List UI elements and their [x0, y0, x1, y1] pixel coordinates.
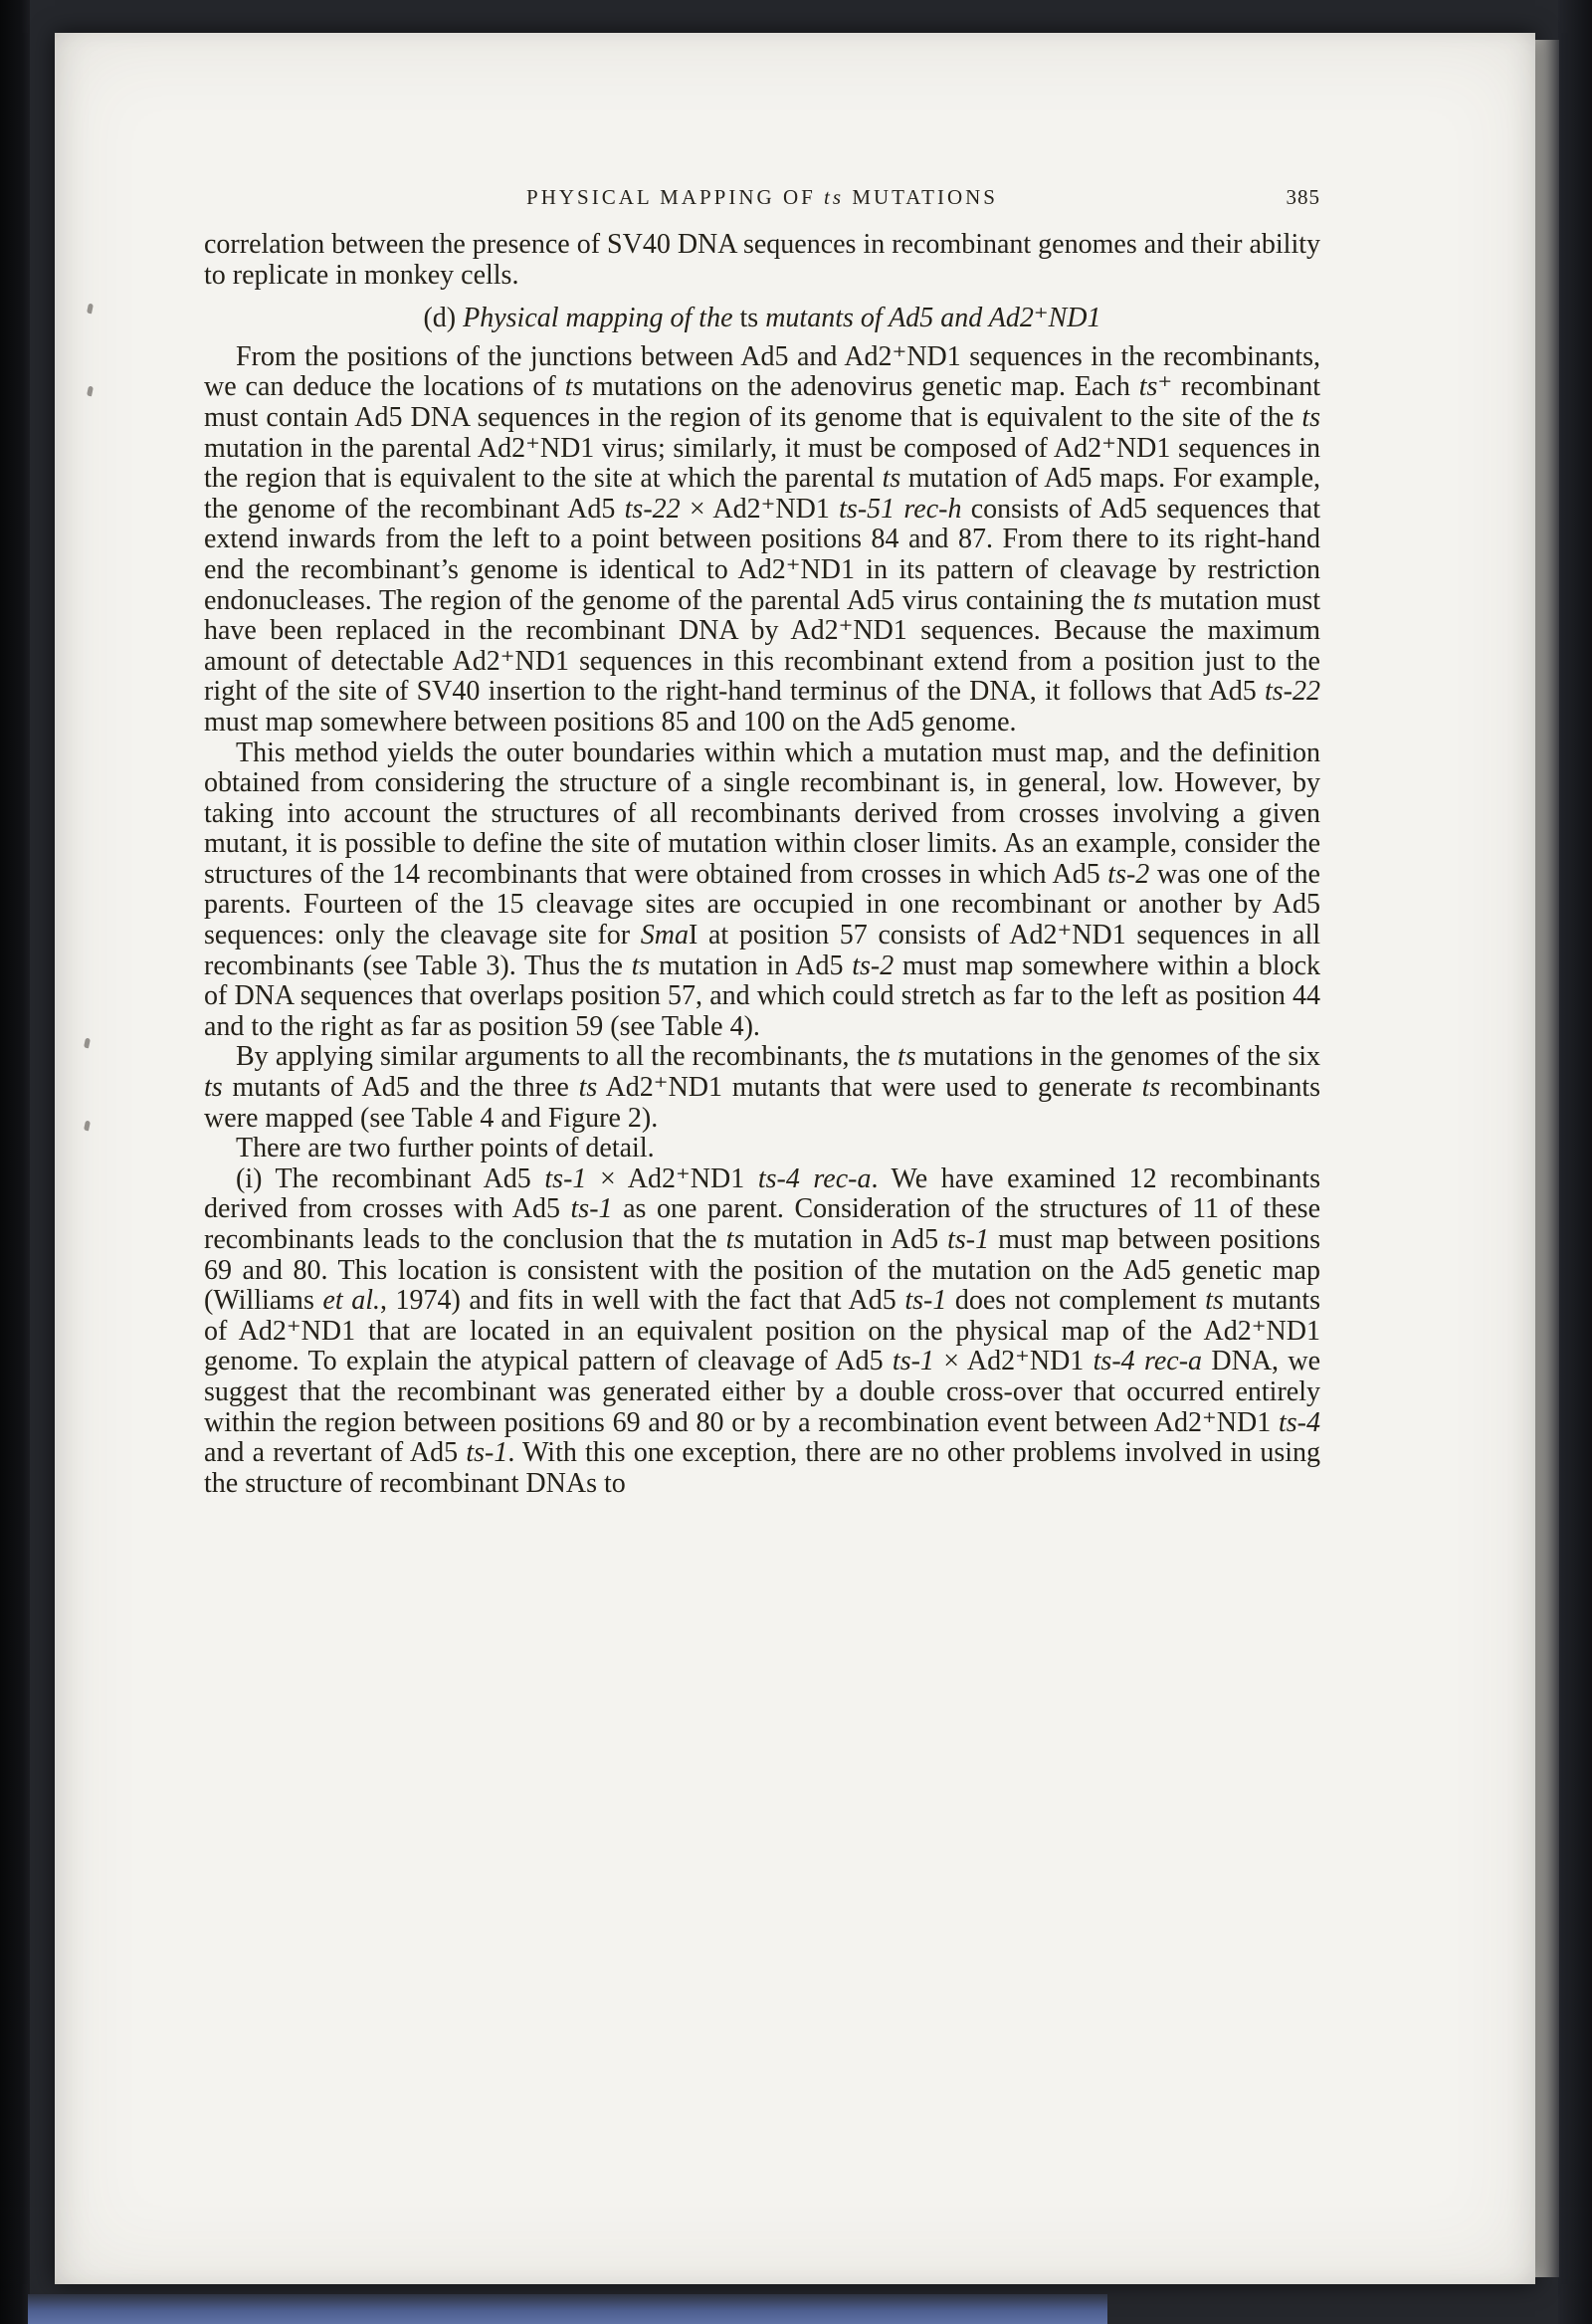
paragraph: From the positions of the junctions between Ad5 and Ad2⁺ND1 sequences in the recombinants, we can deduce the locations of ts mutations on the adenovirus genetic map. Each ts⁺ recombinant must contain Ad5 DNA sequences in the region of its genome that is equivalent to the site of the ts mutation in the parental Ad2⁺ND1 virus; similarly, it must be composed of Ad2⁺ND1 sequences in the region that is equivalent to the site at which the parental ts mutation of Ad5 maps. For example, the genome of the recombinant Ad5 ts-22 × Ad2⁺ND1 ts-51 rec-h consists of Ad5 sequences that extend inwards from the left to a point between positions 84 and 87. From there to its right-hand end the recombinant’s genome is identical to Ad2⁺ND1 in its pattern of cleavage by restriction endonucleases. The region of the genome of the parental Ad5 virus containing the ts mutation must have been replaced in the recombinant DNA by Ad2⁺ND1 sequences. Because the maximum amount of detectable Ad2⁺ND1 sequences in this recombinant extend from a position just to the right of the site of SV40 insertion to the right-hand terminus of the DNA, it follows that Ad5 ts-22 must map somewhere between positions 85 and 100 on the Ad5 genome.	[204, 340, 1321, 738]
paragraph: This method yields the outer boundaries within which a mutation must map, and the definition obtained from considering the structure of a single recombinant is, in general, low. However, by taking into account the structures of all recombinants derived from crosses involving a given mutant, it is possible to define the site of mutation within closer limits. As an example, consider the structures of the 14 recombinants that were obtained from crosses in which Ad5 ts-2 was one of the parents. Fourteen of the 15 cleavage sites are occupied in one recombinant or another by Ad5 sequences: only the cleavage site for SmaI at position 57 consists of Ad2⁺ND1 sequences in all recombinants (see Table 3). Thus the ts mutation in Ad5 ts-2 must map somewhere within a block of DNA sequences that overlaps position 57, and which could stretch as far to the left as position 44 and to the right as far as position 59 (see Table 4).	[204, 737, 1321, 1042]
scan-right-shadow	[1558, 0, 1592, 2324]
scan-artifact	[84, 1121, 91, 1132]
running-head: PHYSICAL MAPPING OF ts MUTATIONS	[526, 185, 998, 209]
scan-bottom-edge	[28, 2294, 1107, 2324]
paper-page	[55, 33, 1535, 2284]
paragraph: correlation between the presence of SV40 DNA sequences in recombinant genomes and their ability to replicate in monkey cells.	[204, 229, 1320, 291]
page-header	[204, 185, 1320, 217]
paragraph: (i) The recombinant Ad5 ts-1 × Ad2⁺ND1 ts-4 rec-a. We have examined 12 recombinants derived from crosses with Ad5 ts-1 as one parent. Consideration of the structures of 11 of these recombinants leads to the conclusion that the ts mutation in Ad5 ts-1 must map between positions 69 and 80. This location is consistent with the position of the mutation on the Ad5 genetic map (Williams et al., 1974) and fits in well with the fact that Ad5 ts-1 does not complement ts mutants of Ad2⁺ND1 that are located in an equivalent position on the physical map of the Ad2⁺ND1 genome. To explain the atypical pattern of cleavage of Ad5 ts-1 × Ad2⁺ND1 ts-4 rec-a DNA, we suggest that the recombinant was generated either by a double cross-over that occurred entirely within the region between positions 69 and 80 or by a recombination event between Ad2⁺ND1 ts-4 and a revertant of Ad5 ts-1. With this one exception, there are no other problems involved in using the structure of recombinant DNAs to	[204, 1162, 1321, 1499]
scan-left-shadow	[0, 0, 30, 2324]
paragraph: There are two further points of detail.	[236, 1133, 655, 1164]
book-page-edge	[1535, 40, 1559, 2277]
scan-artifact	[87, 386, 94, 397]
scan-artifact	[84, 1038, 91, 1049]
article-body	[204, 230, 1320, 1499]
paragraph: By applying similar arguments to all the recombinants, the ts mutations in the genomes of the six ts mutants of Ad5 and the three ts Ad2⁺ND1 mutants that were used to generate ts recombinants were mapped (see Table 4 and Figure 2).	[204, 1041, 1321, 1134]
section-heading: (d) Physical mapping of the ts mutants of Ad5 and Ad2⁺ND1	[423, 303, 1101, 334]
page-number: 385	[1286, 185, 1320, 209]
scan-artifact	[87, 304, 94, 315]
